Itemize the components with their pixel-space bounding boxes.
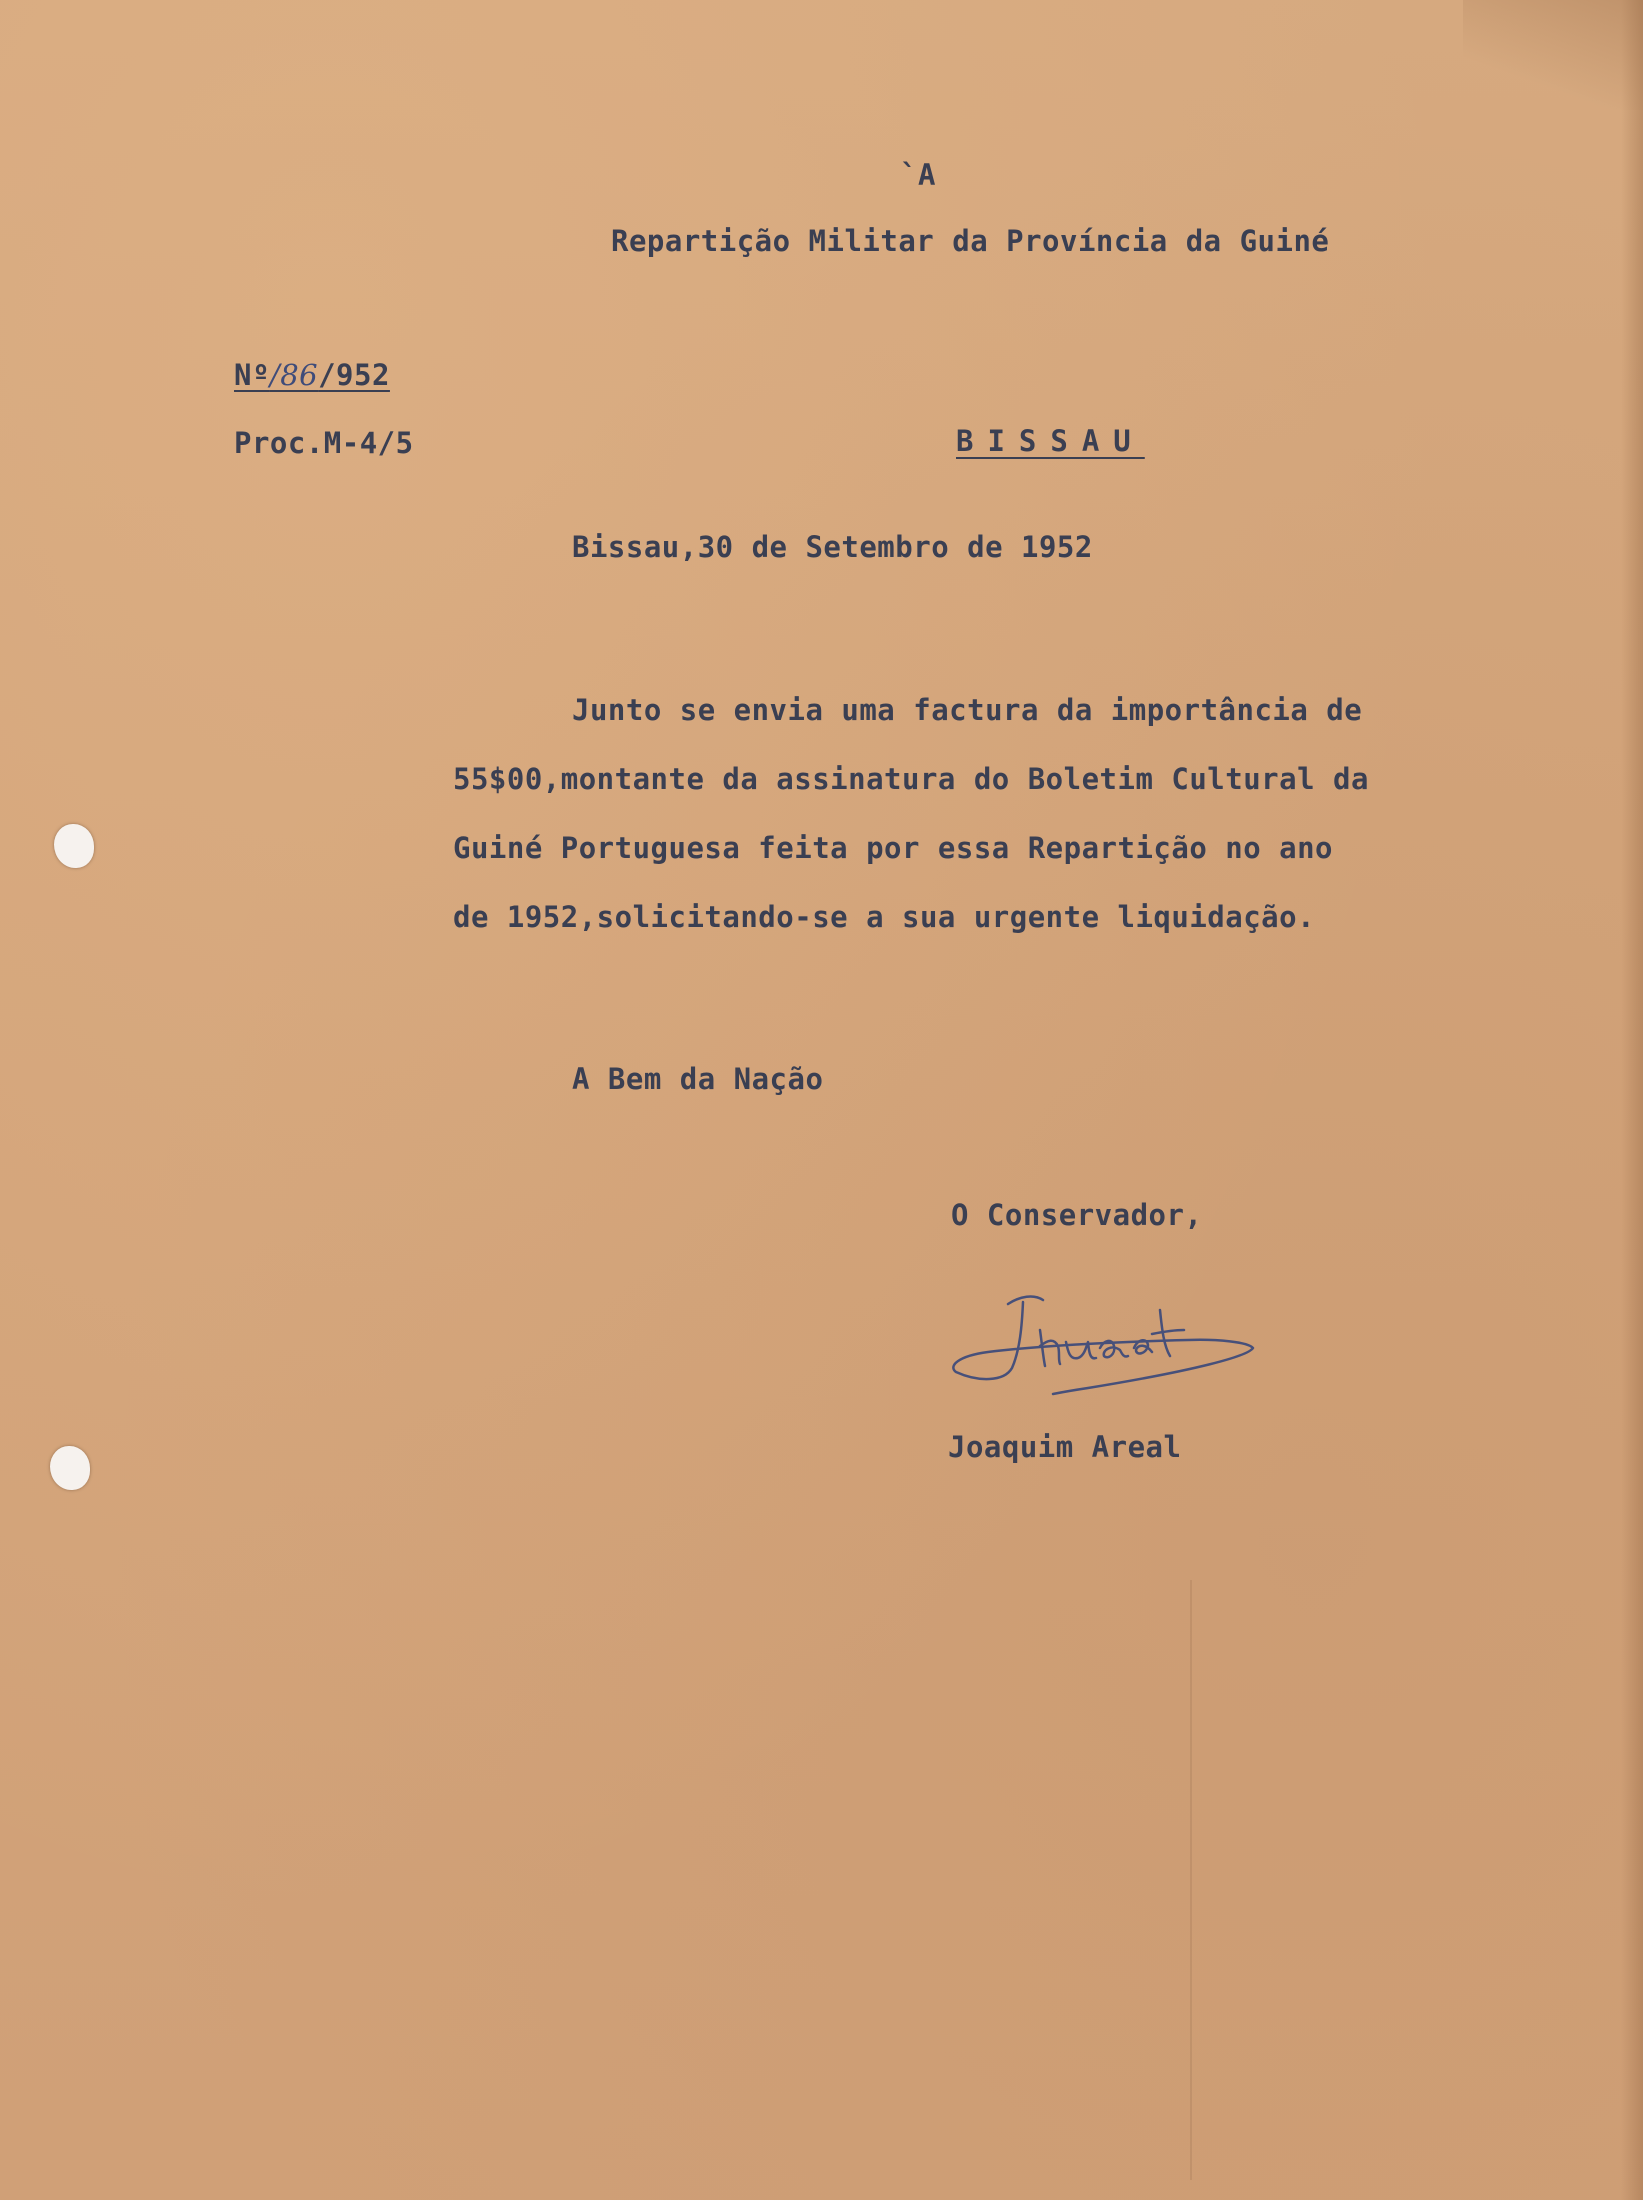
paper-corner-stain <box>1463 0 1643 110</box>
reference-handwritten-number: /86 <box>269 358 319 392</box>
punch-hole-bottom <box>50 1446 90 1490</box>
reference-number <box>234 358 390 392</box>
addressee: Repartição Militar da Província da Guiné <box>611 224 1330 258</box>
addressee-prefix: `A <box>900 158 936 192</box>
body-line: 55$00,montante da assinatura do Boletim Cultural da <box>453 762 1369 796</box>
process-number: Proc.M-4/5 <box>234 426 414 460</box>
handwritten-signature <box>948 1290 1258 1410</box>
destination-city: BISSAU <box>956 424 1145 458</box>
signatory-title: O Conservador, <box>951 1198 1203 1232</box>
reference-prefix: Nº <box>234 358 270 392</box>
body-line: Guiné Portuguesa feita por essa Repartição no ano <box>453 831 1334 865</box>
date-line: Bissau,30 de Setembro de 1952 <box>572 530 1093 564</box>
paper-edge-shadow <box>1621 0 1643 2200</box>
body-line: de 1952,solicitando-se a sua urgente liquidação. <box>453 900 1316 934</box>
body-line: Junto se envia uma factura da importância de <box>572 693 1363 727</box>
reference-suffix: /952 <box>318 358 390 392</box>
paper-fold-line <box>1190 1580 1192 2180</box>
letter-body <box>453 693 1369 969</box>
closing-salutation: A Bem da Nação <box>572 1062 824 1096</box>
signatory-name: Joaquim Areal <box>948 1430 1182 1464</box>
punch-hole-top <box>54 824 94 868</box>
